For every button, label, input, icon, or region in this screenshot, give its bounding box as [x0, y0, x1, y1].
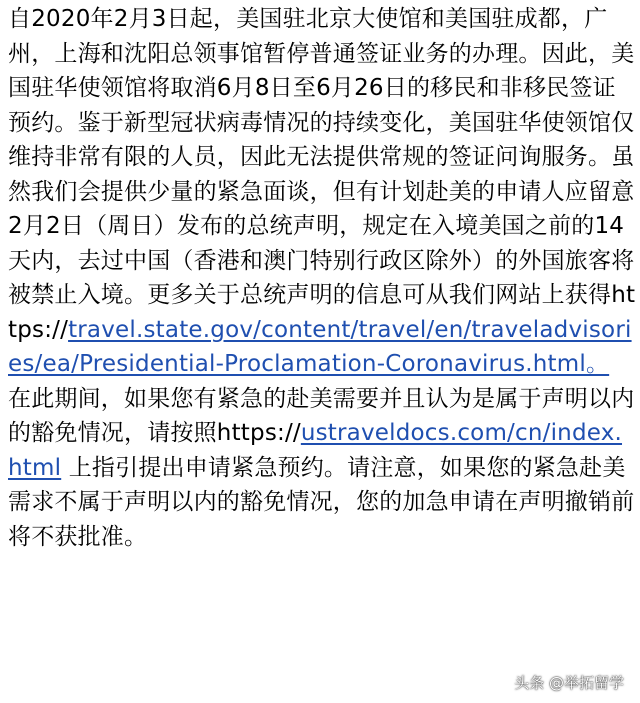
article-paragraph-exemption: 在此期间，如果您有紧急的赴美需要并且认为是属于声明以内的豁免情况，请按照https:// — [8, 385, 635, 446]
link-prefix: https:// — [8, 282, 636, 343]
article-paragraph-closing: 上指引提出申请紧急预约。请注意，如果您的紧急赴美需求不属于声明以内的豁免情况，您的加急申请在声明撤销前将不获批准。 — [8, 454, 635, 550]
watermark — [514, 672, 624, 693]
travel-advisory-link[interactable]: travel.state.gov/content/travel/en/traveladvisories/ea/Presidential-Proclamation-Coronavirus.html。 — [8, 316, 632, 377]
article-paragraph-intro: 自2020年2月3日起，美国驻北京大使馆和美国驻成都，广州，上海和沈阳总领事馆暂停普通签证业务的办理。因此，美国驻华使领馆将取消6月8日至6月26日的移民和非移民签证预约。鉴于新型冠状病毒情况的持续变化，美国驻华使领馆仅维持非常有限的人员，因此无法提供常规的签证问询服务。虽然我们会提供少量的紧急面谈，但有计划赴美的申请人应留意2月2日（周日）发布的总统声明，规定在入境美国之前的14天内，去过中国（香港和澳门特别行政区除外）的外国旅客将被禁止入境。更多关于总统声明的信息可从我们网站上获得 — [8, 6, 635, 308]
ustraveldocs-link[interactable]: ustraveldocs.com/cn/index.html — [8, 420, 623, 481]
watermark-text: 头条 @举拓留学 — [514, 674, 624, 692]
article-text — [8, 0, 636, 554]
